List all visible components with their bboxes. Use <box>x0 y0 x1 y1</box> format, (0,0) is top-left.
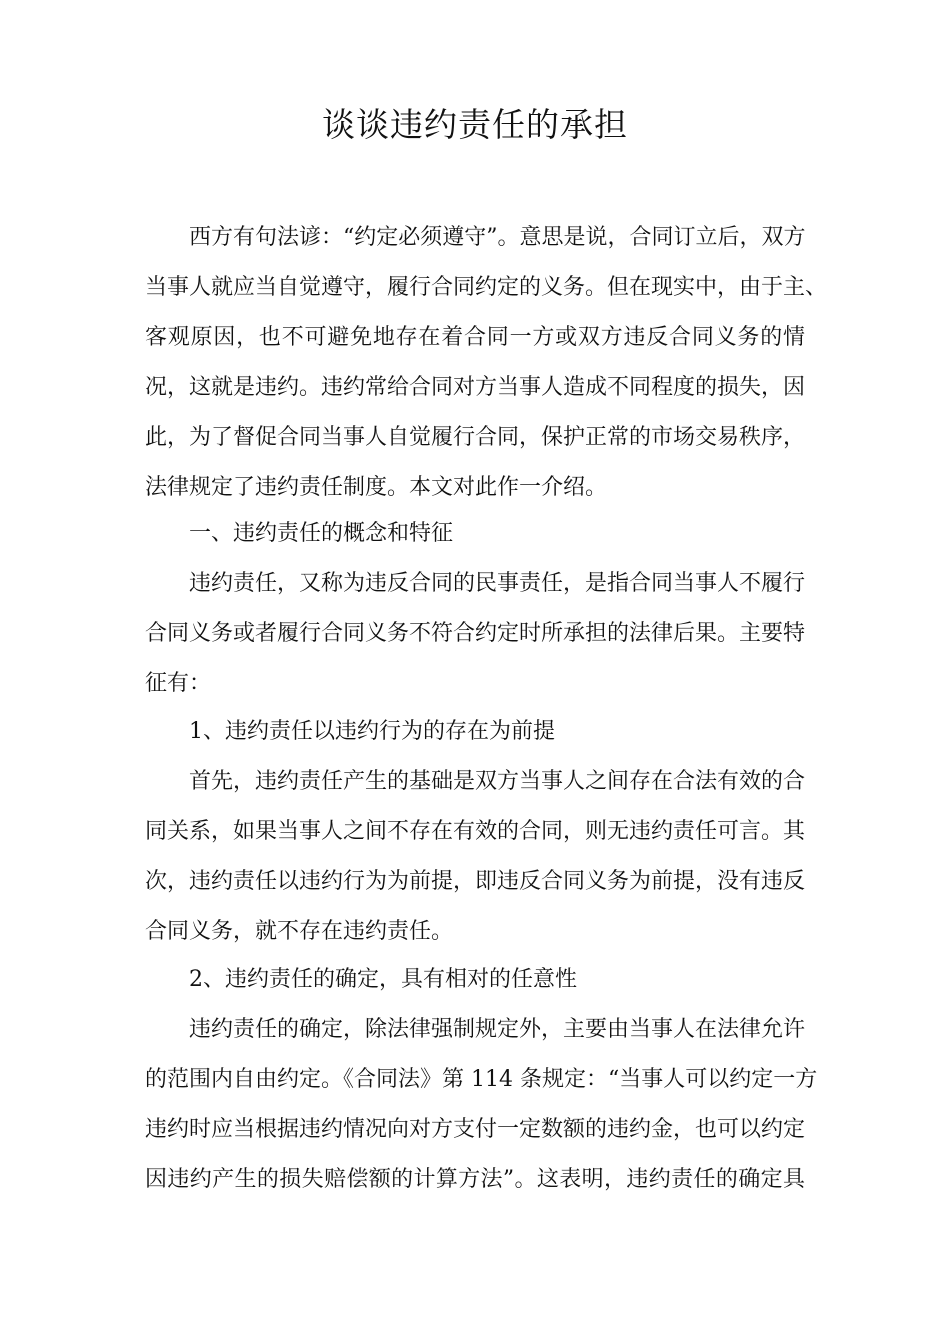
section-heading: 一、违约责任的概念和特征 <box>189 521 454 546</box>
body-line: 当事人就应当自觉遵守，履行合同约定的义务。但在现实中，由于主、 <box>145 275 828 300</box>
body-line: 法律规定了违约责任制度。本文对此作一介绍。 <box>145 475 608 500</box>
body-line: 因违约产生的损失赔偿额的计算方法”。这表明，违约责任的确定具 <box>145 1167 805 1192</box>
body-line: 的范围内自由约定。《合同法》第 114 条规定：“当事人可以约定一方 <box>145 1067 818 1092</box>
body-line: 合同义务，就不存在违约责任。 <box>145 919 454 944</box>
body-line: 征有： <box>145 671 212 696</box>
document-title: 谈谈违约责任的承担 <box>322 105 628 144</box>
body-line: 西方有句法谚：“约定必须遵守”。意思是说，合同订立后，双方 <box>189 225 806 250</box>
body-line: 此，为了督促合同当事人自觉履行合同，保护正常的市场交易秩序， <box>145 425 806 450</box>
body-line: 违约责任的确定，除法律强制规定外，主要由当事人在法律允许 <box>189 1017 806 1042</box>
body-line: 违约责任，又称为违反合同的民事责任，是指合同当事人不履行 <box>189 571 806 596</box>
subsection-heading: 2、违约责任的确定，具有相对的任意性 <box>189 967 577 992</box>
body-line: 同关系，如果当事人之间不存在有效的合同，则无违约责任可言。其 <box>145 819 806 844</box>
body-line: 首先，违约责任产生的基础是双方当事人之间存在合法有效的合 <box>189 769 806 794</box>
body-line: 况，这就是违约。违约常给合同对方当事人造成不同程度的损失，因 <box>145 375 806 400</box>
body-line: 客观原因，也不可避免地存在着合同一方或双方违反合同义务的情 <box>145 325 805 350</box>
subsection-heading: 1、违约责任以违约行为的存在为前提 <box>189 719 555 744</box>
body-line: 合同义务或者履行合同义务不符合约定时所承担的法律后果。主要特 <box>145 621 806 646</box>
body-line: 次，违约责任以违约行为为前提，即违反合同义务为前提，没有违反 <box>145 869 806 894</box>
body-line: 违约时应当根据违约情况向对方支付一定数额的违约金，也可以约定 <box>145 1117 806 1142</box>
